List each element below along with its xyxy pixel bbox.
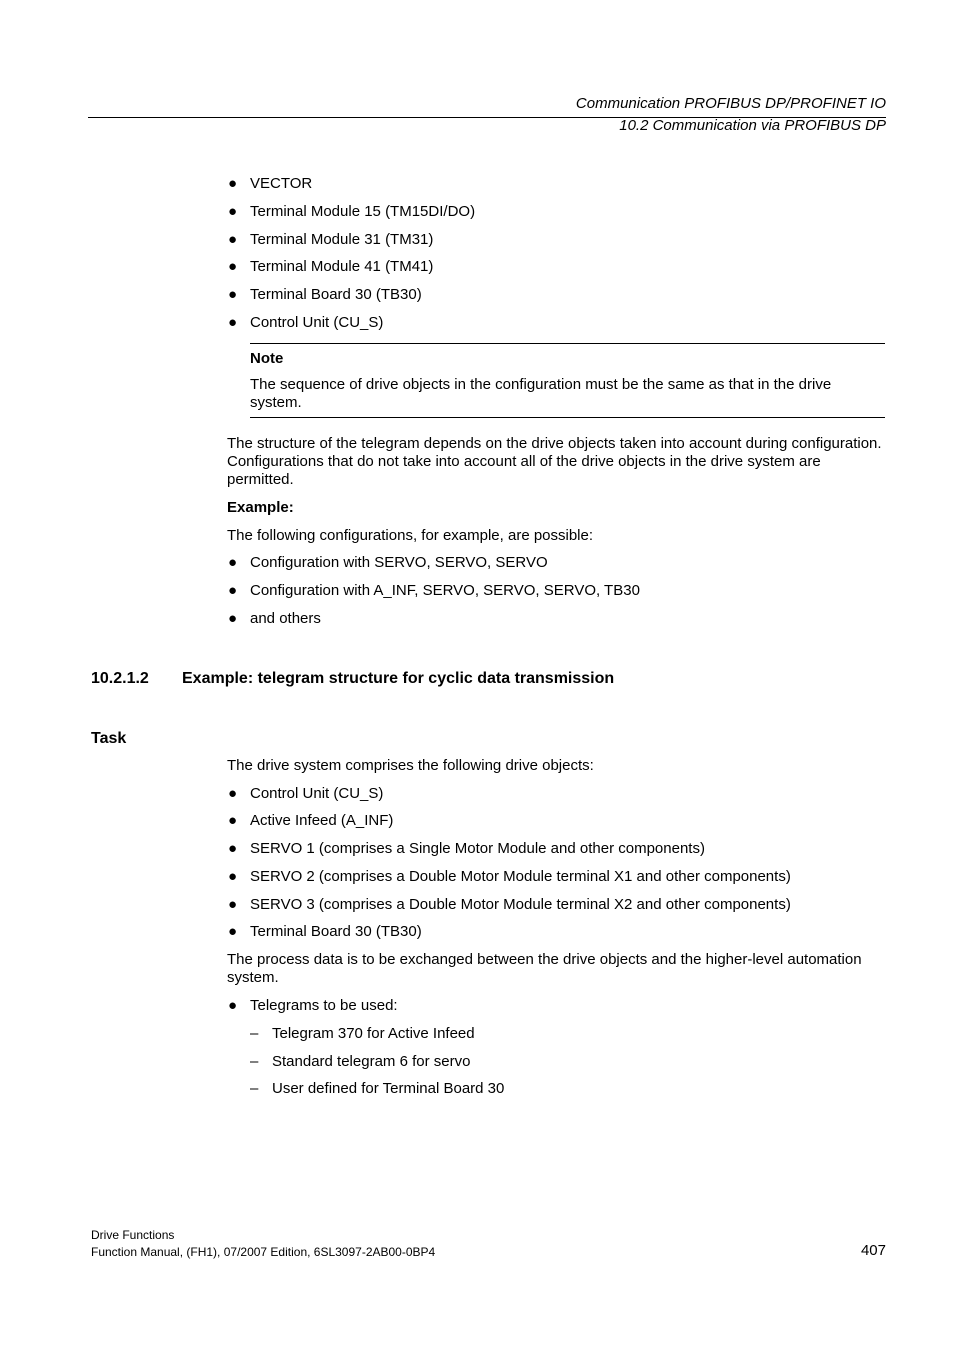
sub-list-item: – Standard telegram 6 for servo (250, 1053, 471, 1070)
process-paragraph: The process data is to be exchanged between the drive objects and the higher-level automation system. (227, 951, 862, 986)
note-title: Note (250, 350, 284, 367)
header-section: 10.2 Communication via PROFIBUS DP (619, 117, 886, 134)
list-item: ● SERVO 3 (comprises a Double Motor Module terminal X2 and other components) (228, 896, 791, 913)
list-item: ● Active Infeed (A_INF) (228, 812, 394, 829)
task-heading: Task (91, 730, 127, 747)
list-item: ● Terminal Board 30 (TB30) (228, 286, 422, 303)
list-item: ● SERVO 2 (comprises a Double Motor Module terminal X1 and other components) (228, 868, 791, 885)
structure-paragraph: The structure of the telegram depends on the drive objects taken into account during configuration. Configurations that do not take into account all of the drive objects in the drive system are permitted. (227, 435, 882, 488)
example-label: Example: (227, 499, 294, 516)
footer-edition: Function Manual, (FH1), 07/2007 Edition, 6SL3097-2AB00-0BP4 (91, 1245, 436, 1259)
section-number: 10.2.1.2 (91, 670, 149, 687)
note-bottom-rule (250, 417, 885, 418)
list-item: ● Terminal Module 15 (TM15DI/DO) (228, 203, 476, 220)
sub-list-item: – User defined for Terminal Board 30 (250, 1080, 505, 1097)
list-item: ● Terminal Board 30 (TB30) (228, 923, 422, 940)
sub-list-item: – Telegram 370 for Active Infeed (250, 1025, 475, 1042)
example-intro: The following configurations, for example, are possible: (227, 527, 594, 544)
list-item: ● Configuration with SERVO, SERVO, SERVO (228, 554, 548, 571)
list-item: ● Control Unit (CU_S) (228, 314, 384, 331)
list-item: ● Control Unit (CU_S) (228, 785, 384, 802)
header-chapter: Communication PROFIBUS DP/PROFINET IO (575, 95, 886, 112)
list-item: ● and others (228, 610, 321, 627)
note-top-rule (250, 343, 885, 344)
footer-title: Drive Functions (91, 1228, 175, 1242)
list-item: ● Telegrams to be used: (228, 997, 398, 1014)
list-item: ● Terminal Module 41 (TM41) (228, 258, 434, 275)
page-number: 407 (860, 1242, 886, 1259)
section-title: Example: telegram structure for cyclic data transmission (182, 670, 615, 687)
list-item: ● Configuration with A_INF, SERVO, SERVO, SERVO, TB30 (228, 582, 640, 599)
list-item: ● SERVO 1 (comprises a Single Motor Module and other components) (228, 840, 705, 857)
note-text: The sequence of drive objects in the configuration must be the same as that in the drive system. (250, 376, 832, 411)
list-item: ● Terminal Module 31 (TM31) (228, 231, 434, 248)
task-intro: The drive system comprises the following drive objects: (227, 757, 594, 774)
list-item: ● VECTOR (228, 175, 313, 192)
